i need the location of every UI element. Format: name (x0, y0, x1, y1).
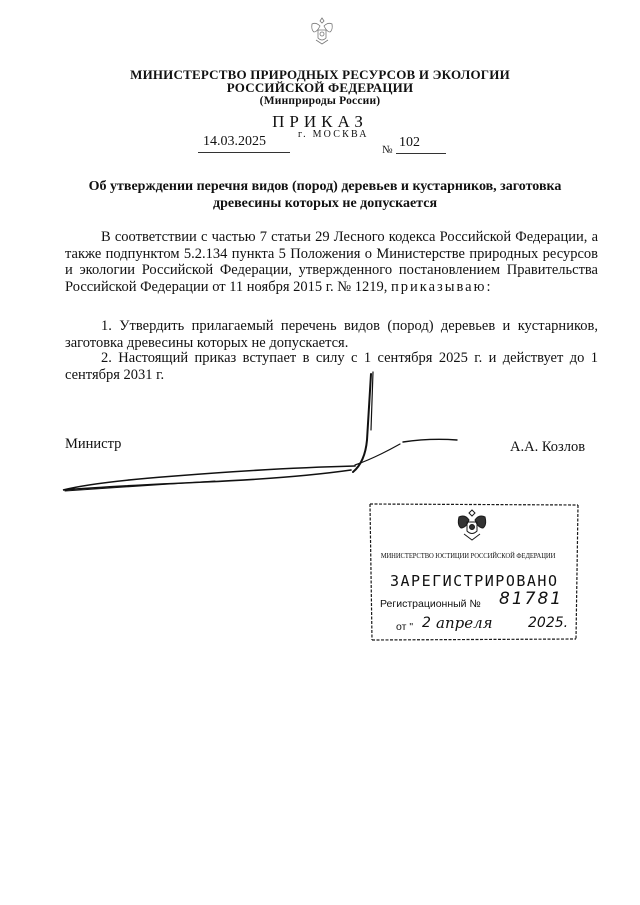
document-date: 14.03.2025 (203, 134, 266, 149)
document-city: г. МОСКВА (298, 129, 369, 140)
stamp-registered-label: ЗАРЕГИСТРИРОВАНО (390, 572, 559, 590)
stamp-date-month: апреля (436, 614, 493, 632)
handwritten-signature (55, 370, 485, 500)
document-title: Об утверждении перечня видов (пород) деревьев и кустарников, заготовка древесины которых не допускается (88, 179, 562, 211)
order-word: приказываю: (391, 278, 493, 295)
stamp-date-year: 2025. (528, 615, 569, 631)
signatory-position: Министр (65, 436, 122, 452)
stamp-coat-of-arms-icon (455, 507, 489, 543)
body-paragraph-1 (65, 229, 598, 295)
number-underline (396, 153, 446, 154)
stamp-ministry-name: МИНИСТЕРСТВО ЮСТИЦИИ РОССИЙСКОЙ ФЕДЕРАЦИИ (380, 552, 556, 560)
date-underline (198, 152, 290, 153)
ministry-name-line1: МИНИСТЕРСТВО ПРИРОДНЫХ РЕСУРСОВ И ЭКОЛОГИИ (130, 67, 510, 82)
stamp-registration-number-label: Регистрационный № (380, 598, 481, 610)
document-number: 102 (399, 135, 420, 150)
ministry-short-name: (Минприроды России) (259, 95, 381, 107)
ministry-name-line2: РОССИЙСКОЙ ФЕДЕРАЦИИ (226, 80, 414, 95)
paragraph-1-text: В соответствии с частью 7 статьи 29 Лесного кодекса Российской Федерации, а также подпунктом 5.2.134 пункта 5 Положения о Министерстве природных ресурсов и экологии Российской Федерации, утвержденного постановлением Правительства Российской Федерации от 11 ноября 2015 г. № 1219, (65, 229, 598, 295)
stamp-date-prefix: от " (396, 621, 414, 633)
body-paragraph-3: 2. Настоящий приказ вступает в силу с 1 сентября 2025 г. и действует до 1 сентября 2031 г. (65, 350, 598, 383)
signatory-name: А.А. Козлов (510, 439, 586, 455)
coat-of-arms-emblem (306, 14, 338, 48)
document-type: ПРИКАЗ (272, 112, 368, 131)
number-sign: № (382, 144, 393, 156)
stamp-registration-number: 81781 (499, 589, 564, 609)
body-paragraph-2: 1. Утвердить прилагаемый перечень видов (пород) деревьев и кустарников, заготовка древесины которых не допускается. (65, 318, 598, 351)
stamp-date-day: 2 (422, 615, 431, 631)
